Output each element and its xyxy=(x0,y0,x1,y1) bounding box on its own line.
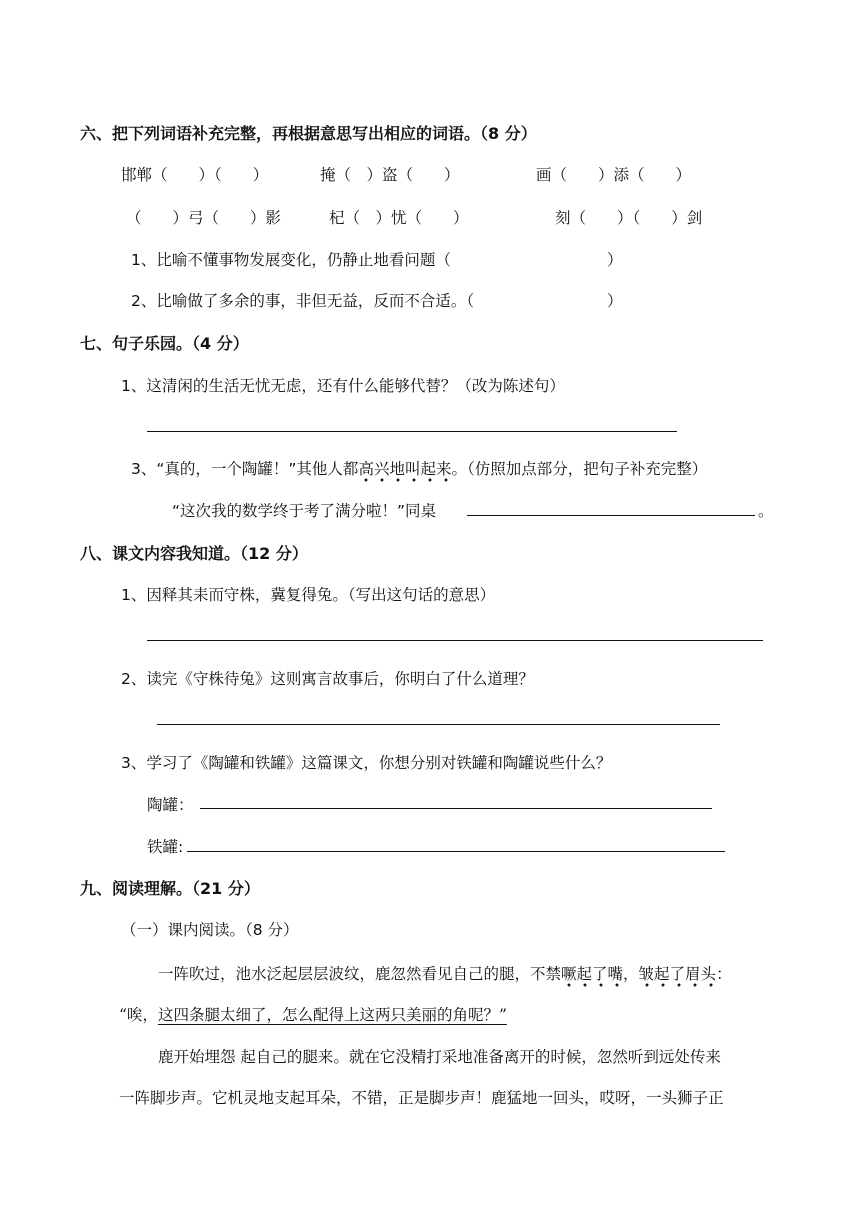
s9-sub1: （一）课内阅读。（8 分） xyxy=(121,921,299,939)
s6-q2: 2、比喻做了多余的事，非但无益，反而不合适。（ xyxy=(131,292,475,310)
s7-q1-answer-line[interactable] xyxy=(147,431,677,432)
s9-p1-end: ： xyxy=(716,965,732,983)
s6-q1: 1、比喻不懂事物发展变化，仍静止地看问题（ xyxy=(131,251,451,269)
s9-p1-line1 xyxy=(158,962,732,984)
section8-title: 八、课文内容我知道。（12 分） xyxy=(80,544,308,563)
section7-title: 七、句子乐园。（4 分） xyxy=(80,334,249,353)
s9-p1-a: 一阵吹过，池水泛起层层波纹，鹿忽然看见自己的腿，不禁 xyxy=(158,965,562,983)
s9-p2-line2: 一阵脚步声。它机灵地支起耳朵，不错，正是脚步声！鹿猛地一回头，哎呀，一头狮子正 xyxy=(119,1089,724,1107)
section6-title: 六、把下列词语补充完整，再根据意思写出相应的词语。（8 分） xyxy=(80,124,537,143)
s7-q3-example: “这次我的数学终于考了满分啦！”同桌 xyxy=(172,502,437,520)
idiom-5: 杞（ ）忧（ ） xyxy=(329,209,469,227)
idiom-2: 掩（ ）盗（ ） xyxy=(320,166,460,184)
idiom-4: （ ）弓（ ）影 xyxy=(126,209,282,227)
s9-p2-line1: 鹿开始埋怨 起自己的腿来。就在它没精打采地准备离开的时候，忽然听到远处传来 xyxy=(158,1048,721,1066)
idiom-1: 邯郸（ ）（ ） xyxy=(121,166,269,184)
s9-p1-b-pre: “唉， xyxy=(119,1006,158,1024)
s6-q2-end: ） xyxy=(607,292,623,310)
s8-q3: 3、学习了《陶罐和铁罐》这篇课文，你想分别对铁罐和陶罐说些什么？ xyxy=(121,754,612,772)
s8-q1-answer-line[interactable] xyxy=(147,640,763,641)
s8-tieguan-line[interactable] xyxy=(187,851,725,852)
s9-p1-underlined: 这四条腿太细了，怎么配得上这两只美丽的角呢？” xyxy=(157,1006,507,1024)
s6-q1-end: ） xyxy=(607,251,623,269)
s7-q3-example-end: 。 xyxy=(758,502,774,520)
s7-q3-pre: 3、“真的，一个陶罐！”其他人都 xyxy=(131,460,359,478)
s9-p1-mid: ， xyxy=(623,965,639,983)
s9-p1-dotted-2: 皱起了眉头 xyxy=(639,965,717,988)
s8-taoguan-line[interactable] xyxy=(200,808,712,809)
s7-q3 xyxy=(131,457,707,479)
idiom-6: 刻（ ）（ ）剑 xyxy=(555,209,703,227)
s7-q3-post: 。（仿照加点部分，把句子补充完整） xyxy=(451,460,708,478)
s8-tieguan-label: 铁罐: xyxy=(147,838,184,856)
s8-q1: 1、因释其耒而守株，冀复得兔。（写出这句话的意思） xyxy=(121,586,496,604)
s8-taoguan-label: 陶罐： xyxy=(147,796,194,814)
s7-q1: 1、这清闲的生活无忧无虑，还有什么能够代替？（改为陈述句） xyxy=(121,377,565,395)
s9-p1-dotted-1: 噘起了嘴 xyxy=(561,965,623,988)
s9-p1-line2 xyxy=(119,1003,507,1025)
s7-q3-dotted: 高兴地叫起来 xyxy=(358,460,451,483)
s7-q3-answer-line[interactable] xyxy=(467,515,755,516)
s8-q2-answer-line[interactable] xyxy=(157,724,720,725)
idiom-3: 画（ ）添（ ） xyxy=(536,166,692,184)
section9-title: 九、阅读理解。（21 分） xyxy=(80,879,260,898)
s8-q2: 2、读完《守株待兔》这则寓言故事后，你明白了什么道理？ xyxy=(121,670,534,688)
